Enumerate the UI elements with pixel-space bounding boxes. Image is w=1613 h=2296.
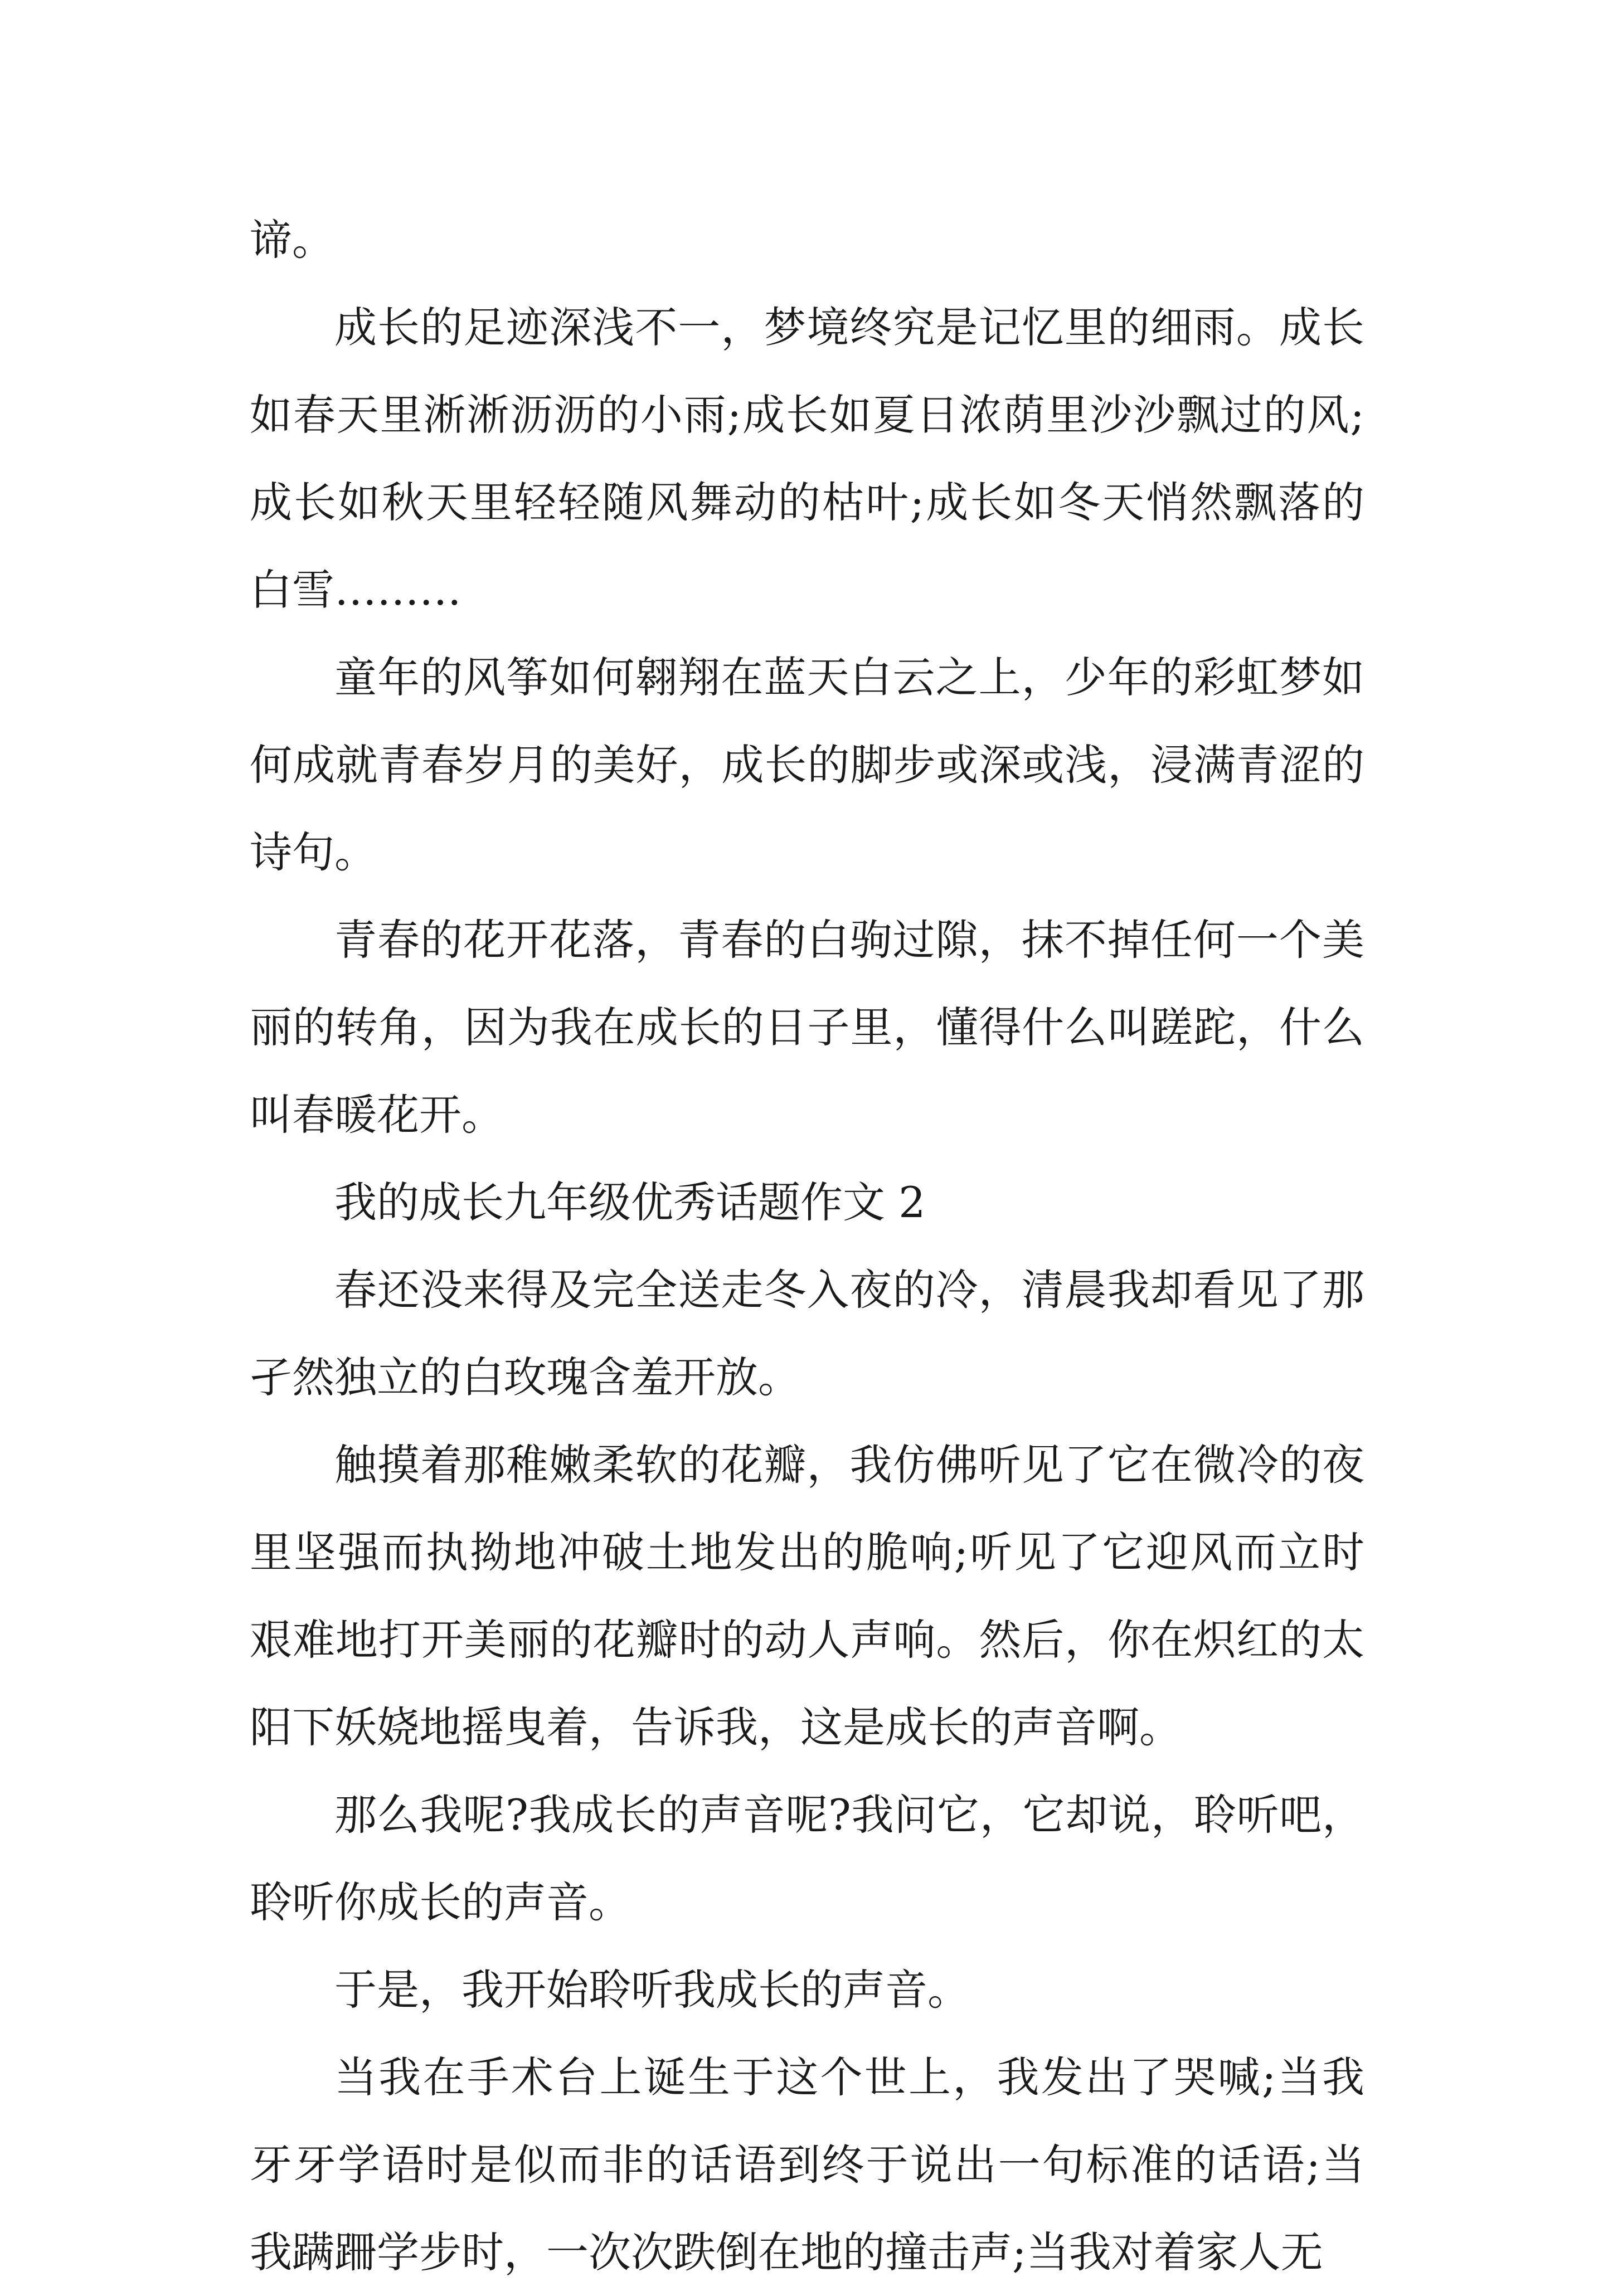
paragraph-continued: 谛。 — [250, 215, 334, 265]
paragraph: 于是，我开始聆听我成长的声音。 — [334, 1965, 970, 2015]
paragraph: 成长的足迹深浅不一，梦境终究是记忆里的细雨。成长如春天里淅淅沥沥的小雨;成长如夏日浓荫里沙沙飘过的风;成长如秋天里轻轻随风舞动的枯叶;成长如冬天悄然飘落的白雪……… — [250, 303, 1364, 615]
paragraph: 童年的风筝如何翱翔在蓝天白云之上，少年的彩虹梦如何成就青春岁月的美好，成长的脚步或深或浅，浸满青涩的诗句。 — [250, 653, 1364, 877]
paragraph: 春还没来得及完全送走冬入夜的冷，清晨我却看见了那孑然独立的白玫瑰含羞开放。 — [250, 1265, 1364, 1402]
paragraph: 触摸着那稚嫩柔软的花瓣，我仿佛听见了它在微冷的夜里坚强而执拗地冲破土地发出的脆响;听见了它迎风而立时艰难地打开美丽的花瓣时的动人声响。然后，你在炽红的太阳下妖娆地摇曳着，告诉我，这是成长的声音啊。 — [250, 1440, 1364, 1752]
paragraph: 那么我呢?我成长的声音呢?我问它，它却说，聆听吧，聆听你成长的声音。 — [250, 1790, 1364, 1927]
paragraph: 青春的花开花落，青春的白驹过隙，抹不掉任何一个美丽的转角，因为我在成长的日子里，懂得什么叫蹉跎，什么叫春暖花开。 — [250, 915, 1364, 1140]
section-heading: 我的成长九年级优秀话题作文 2 — [334, 1178, 926, 1227]
paragraph: 当我在手术台上诞生于这个世上，我发出了哭喊;当我牙牙学语时是似而非的话语到终于说出一句标准的话语;当我蹒跚学步时，一次次跌倒在地的撞击声;当我对着家人无 — [250, 2052, 1364, 2277]
article-body — [250, 196, 1364, 2296]
